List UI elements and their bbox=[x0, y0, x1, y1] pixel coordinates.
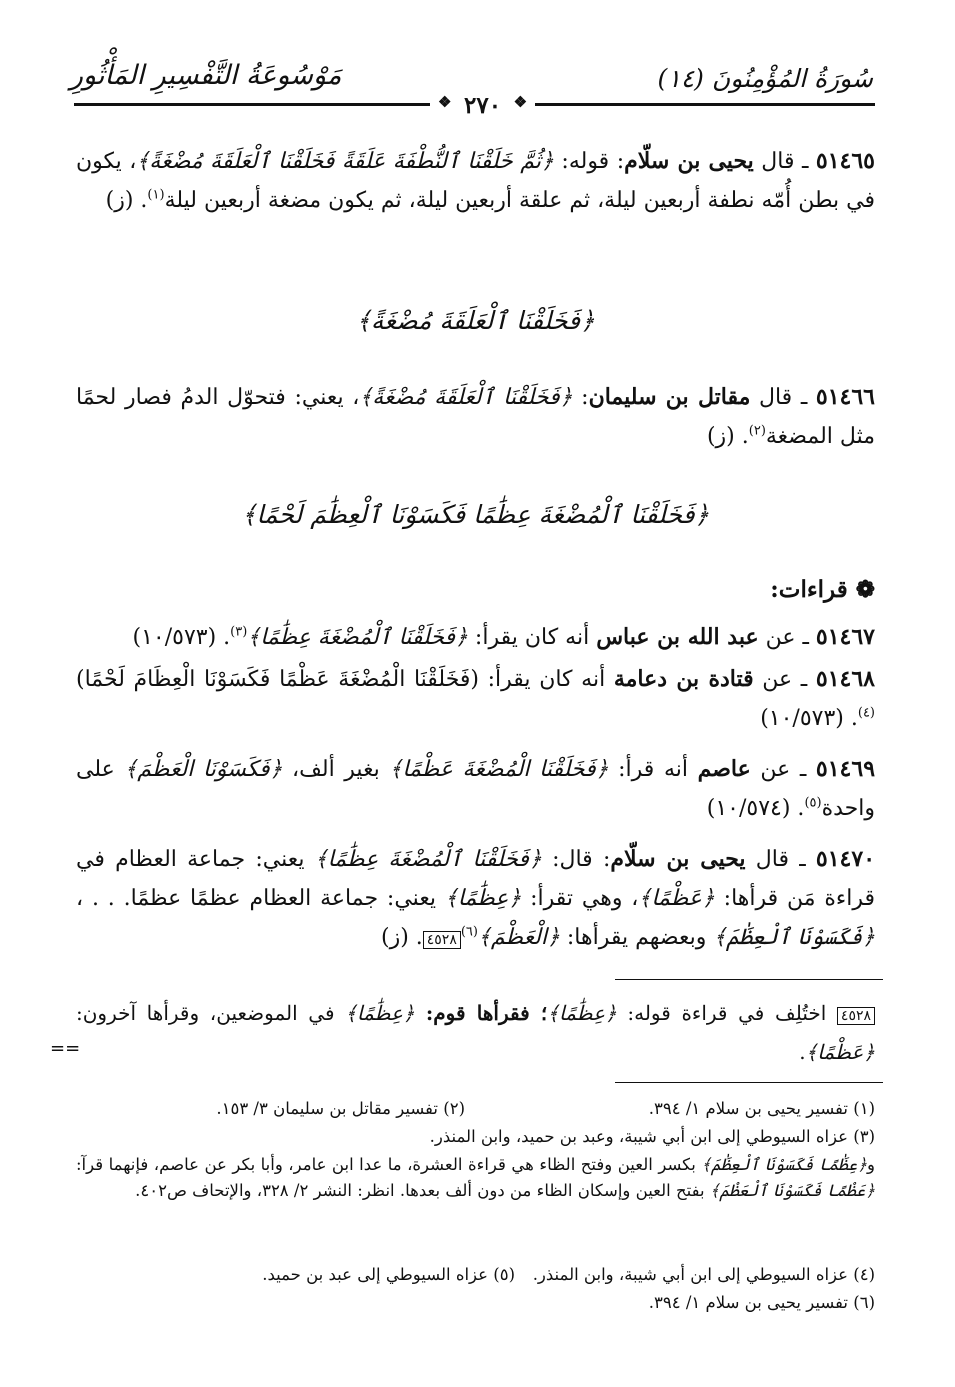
narrator-name: عاصم bbox=[697, 756, 751, 782]
verse-heading-2: ﴿فَخَلَقْنَا ٱلْمُضْغَةَ عِظَٰمًا فَكَسَوْنَا ٱلْعِظَٰمَ لَحْمًا﴾ bbox=[241, 500, 710, 529]
quran-quote: ﴿عِظَٰمًا﴾ bbox=[345, 1001, 415, 1025]
quran-quote: ﴿ثُمَّ خَلَقْنَا ٱلنُّطْفَةَ عَلَقَةً فَخَلَقْنَا ٱلْعَلَقَةَ مُضْغَةً﴾ bbox=[136, 149, 554, 174]
quran-quote: ﴿الْعَظْمَ﴾ bbox=[477, 925, 560, 950]
footnote-4: (٤) عزاه السيوطي إلى ابن أبي شيبة، وابن المنذر. bbox=[532, 1265, 875, 1284]
footnote-ref: (١) bbox=[147, 187, 165, 203]
paragraph-51466: ٥١٤٦٦ ـ قال مقاتل بن سليمان: ﴿فَخَلَقْنَا ٱلْعَلَقَةَ مُضْغَةً﴾، يعني: فتحوّل الدمُ فصار لحمًا مثل المضغة$^{(٢)}$. (ز) bbox=[76, 384, 875, 449]
paragraph-number: ٥١٤٦٥ bbox=[815, 148, 875, 174]
footnote-ref: (٣) bbox=[230, 624, 248, 640]
notes-separator bbox=[615, 979, 883, 980]
editor-note-4528: ٤٥٢٨ اختُلِف في قراءة قوله: ﴿عِظَٰمًا﴾؛ فقرأها قوم: ﴿عِظَٰمًا﴾ في الموضعين، وقرأها آخرون: ﴿عَظْمًا﴾. bbox=[76, 1001, 875, 1064]
page-number: ❖ ٢٧٠ ❖ bbox=[430, 92, 535, 119]
continuation-mark: == bbox=[50, 1038, 81, 1059]
paragraph-51469: ٥١٤٦٩ ـ عن عاصم أنه قرأ: ﴿فَخَلَقْنَا الْمُضْغَةَ عَظْمًا﴾ بغير ألف، ﴿فَكَسَوْنَا الْعَظْمَ﴾ على واحدة$^{(٥)}$. (١٠/٥٧٤) bbox=[76, 756, 876, 821]
quran-quote: ﴿فَكَسَوْنَا ٱلْعِظَٰمَ﴾ bbox=[713, 925, 875, 950]
quran-quote: ﴿فَكَسَوْنَا الْعَظْمَ﴾ bbox=[124, 757, 283, 782]
footnote-ref: (٢) bbox=[748, 423, 766, 439]
quran-quote: ﴿فَخَلَقْنَا ٱلْعَلَقَةَ مُضْغَةً﴾ bbox=[359, 385, 573, 410]
paragraph-number: ٥١٤٦٧ bbox=[815, 624, 875, 650]
footnote-5: (٥) عزاه السيوطي إلى عبد بن حميد. bbox=[262, 1265, 515, 1284]
running-header-surah: سُورَةُ المُؤْمِنُونَ (١٤) bbox=[657, 64, 873, 93]
paragraph-51470: ٥١٤٧٠ ـ قال يحيى بن سلّام: قال: ﴿فَخَلَقْنَا ٱلْمُضْغَةَ عِظَٰمًا﴾ يعني: جماعة العظام في قراءة مَن قرأها: ﴿عَظْمًا﴾، وهي تقرأ: ﴿عِظَٰمًا﴾ يعني: جماعة العظام عظمًا عظمًا. . . ، ﴿فَكَسَوْنَا ٱلْعِظَٰمَ﴾ وبعضهم يقرأها: ﴿الْعَظْمَ﴾$^{(٦)}$٤٥٢٨. (ز) bbox=[76, 846, 876, 950]
quran-quote: ﴿عَظْمًا فَكَسَوْنَا ٱلْعَظْمَ﴾ bbox=[709, 1181, 875, 1200]
paragraph-51467: ٥١٤٦٧ ـ عن عبد الله بن عباس أنه كان يقرأ: ﴿فَخَلَقْنَا ٱلْمُضْغَةَ عِظَٰمًا﴾$^{(٣)}$. (١٠/٥٧٣) bbox=[132, 624, 875, 650]
paragraph-number: ٥١٤٦٩ bbox=[815, 756, 876, 782]
paragraph-number: ٥١٤٧٠ bbox=[815, 846, 876, 872]
paragraph-number: ٥١٤٦٨ bbox=[815, 666, 875, 692]
quran-quote: ﴿عَظْمًا﴾ bbox=[638, 886, 715, 911]
paragraph-51468: ٥١٤٦٨ ـ عن قتادة بن دعامة أنه كان يقرأ: (فَخَلَقْنَا الْمُضْغَةَ عَظْمًا فَكَسَوْنَا الْعِظَامَ لَحْمًا)$^{(٤)}$. (١٠/٥٧٣) bbox=[76, 666, 875, 731]
paragraph-number: ٥١٤٦٦ bbox=[815, 384, 875, 410]
quran-quote: ﴿عَظْمًا﴾ bbox=[805, 1040, 875, 1064]
verse-heading-1: ﴿فَخَلَقْنَا ٱلْعَلَقَةَ مُضْغَةً﴾ bbox=[356, 306, 595, 335]
footnote-1: (١) تفسير يحيى بن سلام ١/ ٣٩٤. bbox=[648, 1099, 875, 1118]
quran-quote: ﴿فَخَلَقْنَا الْمُضْغَةَ عَظْمًا﴾ bbox=[389, 757, 609, 782]
narrator-name: مقاتل بن سليمان bbox=[588, 384, 751, 410]
footnote-3: (٣) عزاه السيوطي إلى ابن أبي شيبة، وعبد بن حميد، وابن المنذر. bbox=[429, 1127, 875, 1146]
footnote-ref: (٦) bbox=[460, 924, 478, 940]
quran-quote: ﴿فَخَلَقْنَا ٱلْمُضْغَةَ عِظَٰمًا﴾ bbox=[314, 847, 542, 872]
note-reference-box: ٤٥٢٨ bbox=[423, 931, 461, 949]
footnote-2: (٢) تفسير مقاتل بن سليمان ٣/ ١٥٣. bbox=[216, 1099, 465, 1118]
narrator-name: يحيى بن سلّام bbox=[610, 846, 746, 872]
quran-quote: ﴿عِظَٰمًا﴾ bbox=[547, 1001, 617, 1025]
quran-quote: ﴿عِظَٰمًا فَكَسَوْنَا ٱلْعِظَٰمَ﴾ bbox=[701, 1155, 868, 1174]
quran-quote: ﴿فَخَلَقْنَا ٱلْمُضْغَةَ عِظَٰمًا﴾ bbox=[247, 625, 468, 650]
footnote-6: (٦) تفسير يحيى بن سلام ١/ ٣٩٤. bbox=[648, 1293, 875, 1312]
note-number-box: ٤٥٢٨ bbox=[837, 1007, 875, 1025]
narrator-name: قتادة بن دعامة bbox=[613, 666, 754, 692]
footnote-3-continuation: و﴿عِظَٰمًا فَكَسَوْنَا ٱلْعِظَٰمَ﴾ بكسر العين وفتح الظاء هي قراءة العشرة، ما عدا ابن عامر، وأبا بكر عن عاصم، فإنهما قرآ: ﴿عَظْمًا فَكَسَوْنَا ٱلْعَظْمَ﴾ بفتح العين وإسكان الظاء من دون ألف بعدها. انظر: النشر ٢/ ٣٢٨، والإتحاف ص٤٠٢. bbox=[76, 1155, 875, 1200]
paragraph-51465: ٥١٤٦٥ ـ قال يحيى بن سلّام: قوله: ﴿ثُمَّ خَلَقْنَا ٱلنُّطْفَةَ عَلَقَةً فَخَلَقْنَا ٱلْعَلَقَةَ مُضْغَةً﴾، يكون في بطن أُمّه نطفة أربعين ليلة، ثم علقة أربعين ليلة، ثم يكون مضغة أربعين ليلة$^{(١)}$. (ز) bbox=[76, 148, 875, 213]
section-heading-readings: ❁ قراءات: bbox=[770, 576, 875, 603]
footnote-ref: (٥) bbox=[804, 795, 822, 811]
reading-quote: (فَخَلَقْنَا الْمُضْغَةَ عَظْمًا فَكَسَوْنَا الْعِظَامَ لَحْمًا) bbox=[76, 667, 480, 692]
narrator-name: عبد الله بن عباس bbox=[596, 624, 759, 650]
running-header-book-title: مَوْسُوعَةُ التَّفْسِيرِ المَأْثُورِ bbox=[70, 60, 342, 91]
footnote-ref: (٤) bbox=[857, 705, 875, 721]
narrator-name: يحيى بن سلّام bbox=[624, 148, 754, 174]
quran-quote: ﴿عِظَٰمًا﴾ bbox=[444, 886, 522, 911]
footnotes-separator bbox=[615, 1082, 883, 1083]
